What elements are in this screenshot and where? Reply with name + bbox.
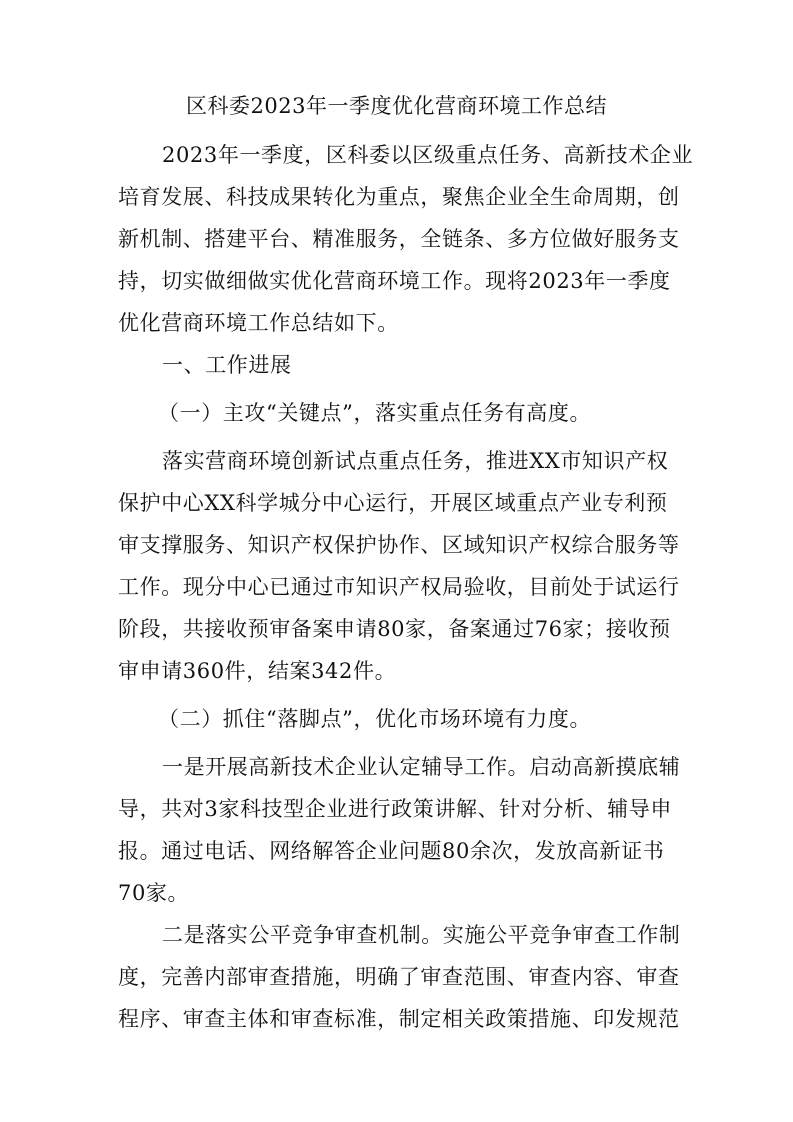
paragraph-line: 一是开展高新技术企业认定辅导工作。启动高新摸底辅 xyxy=(162,755,681,779)
paragraph-line: 培育发展、科技成果转化为重点，聚焦企业全生命周期，创 xyxy=(118,185,680,209)
section-heading: 一、工作进展 xyxy=(162,353,292,377)
paragraph-line: 二是落实公平竞争审查机制。实施公平竞争审查工作制 xyxy=(162,923,681,947)
paragraph-line: 度，完善内部审查措施，明确了审查范围、审查内容、审查 xyxy=(118,965,680,989)
paragraph-line: 持，切实做细做实优化营商环境工作。现将2023年一季度 xyxy=(118,269,671,293)
paragraph-line: 新机制、搭建平台、精准服务，全链条、多方位做好服务支 xyxy=(118,227,680,251)
document-title: 区科委2023年一季度优化营商环境工作总结 xyxy=(186,94,607,118)
paragraph-line: 阶段，共接收预审备案申请80家，备案通过76家；接收预 xyxy=(118,617,671,641)
paragraph-line: 优化营商环境工作总结如下。 xyxy=(118,311,399,335)
paragraph-line: 落实营商环境创新试点重点任务，推进XX市知识产权 xyxy=(162,449,669,473)
paragraph-line: 工作。现分中心已通过市知识产权局验收，目前处于试运行 xyxy=(118,575,680,599)
paragraph-line: 2023年一季度，区科委以区级重点任务、高新技术企业 xyxy=(162,143,694,167)
paragraph-line: 导，共对3家科技型企业进行政策讲解、针对分析、辅导申 xyxy=(118,797,672,821)
paragraph-line: 70家。 xyxy=(118,881,190,905)
paragraph-line: 报。通过电话、网络解答企业问题80余次，发放高新证书 xyxy=(118,839,665,863)
subsection-heading: （一）主攻“关键点”，落实重点任务有高度。 xyxy=(158,401,592,425)
paragraph-line: 保护中心XX科学城分中心运行，开展区域重点产业专利预 xyxy=(118,491,668,515)
paragraph-line: 程序、审查主体和审查标准，制定相关政策措施、印发规范 xyxy=(118,1007,680,1031)
subsection-heading: （二）抓住“落脚点”，优化市场环境有力度。 xyxy=(158,707,592,731)
paragraph-line: 审支撑服务、知识产权保护协作、区域知识产权综合服务等 xyxy=(118,533,680,557)
paragraph-line: 审申请360件，结案342件。 xyxy=(118,659,397,683)
